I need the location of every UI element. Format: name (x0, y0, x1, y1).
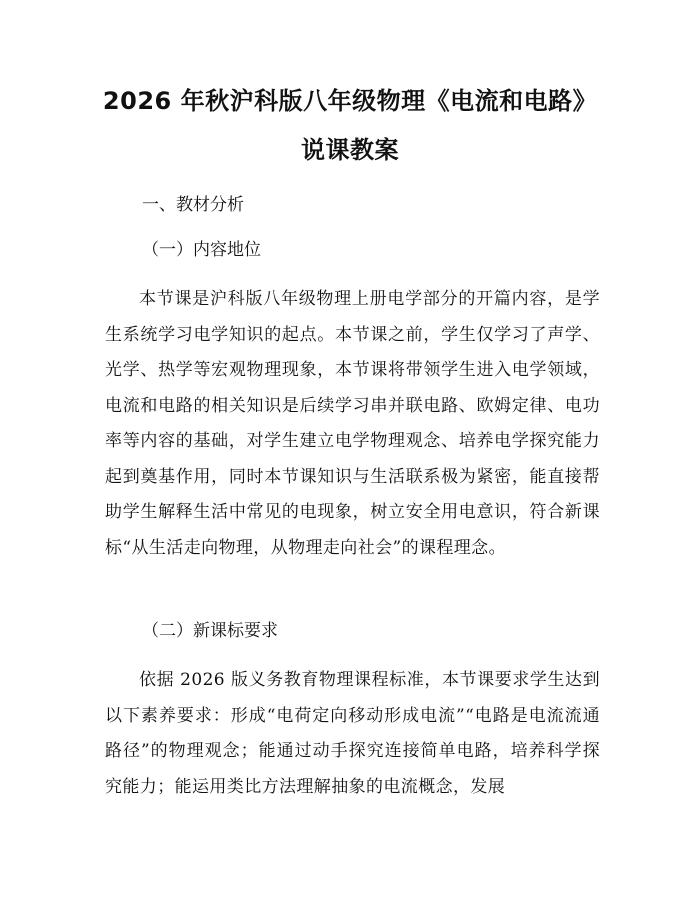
subsection-heading-content-position: （一）内容地位 (142, 240, 261, 260)
document-title: 2026 年秋沪科版八年级物理《电流和电路》 (102, 87, 598, 115)
section-heading-teaching-material-analysis: 一、教材分析 (142, 195, 244, 215)
paragraph-curriculum-requirements: 依据 2026 版义务教育物理课程标准，本节课要求学生达到以下素养要求：形成“电荷定向移动形成电流”“电路是电流流通路径”的物理观念；能通过动手探究连接简单电路，培养科学探究能力；能运用类比方法理解抽象的电流概念，发展 (105, 670, 600, 797)
paragraph-content-position: 本节课是沪科版八年级物理上册电学部分的开篇内容，是学生系统学习电学知识的起点。本节课之前，学生仅学习了声学、光学、热学等宏观物理现象，本节课将带领学生进入电学领域，电流和电路的相关知识是后续学习串并联电路、欧姆定律、电功率等内容的基础，对学生建立电学物理观念、培养电学探究能力起到奠基作用，同时本节课知识与生活联系极为紧密，能直接帮助学生解释生活中常见的电现象，树立安全用电意识，符合新课标“从生活走向物理，从物理走向社会”的课程理念。 (105, 289, 600, 558)
subsection-heading-curriculum-requirements: （二）新课标要求 (142, 621, 278, 641)
document-subtitle: 说课教案 (301, 136, 399, 164)
